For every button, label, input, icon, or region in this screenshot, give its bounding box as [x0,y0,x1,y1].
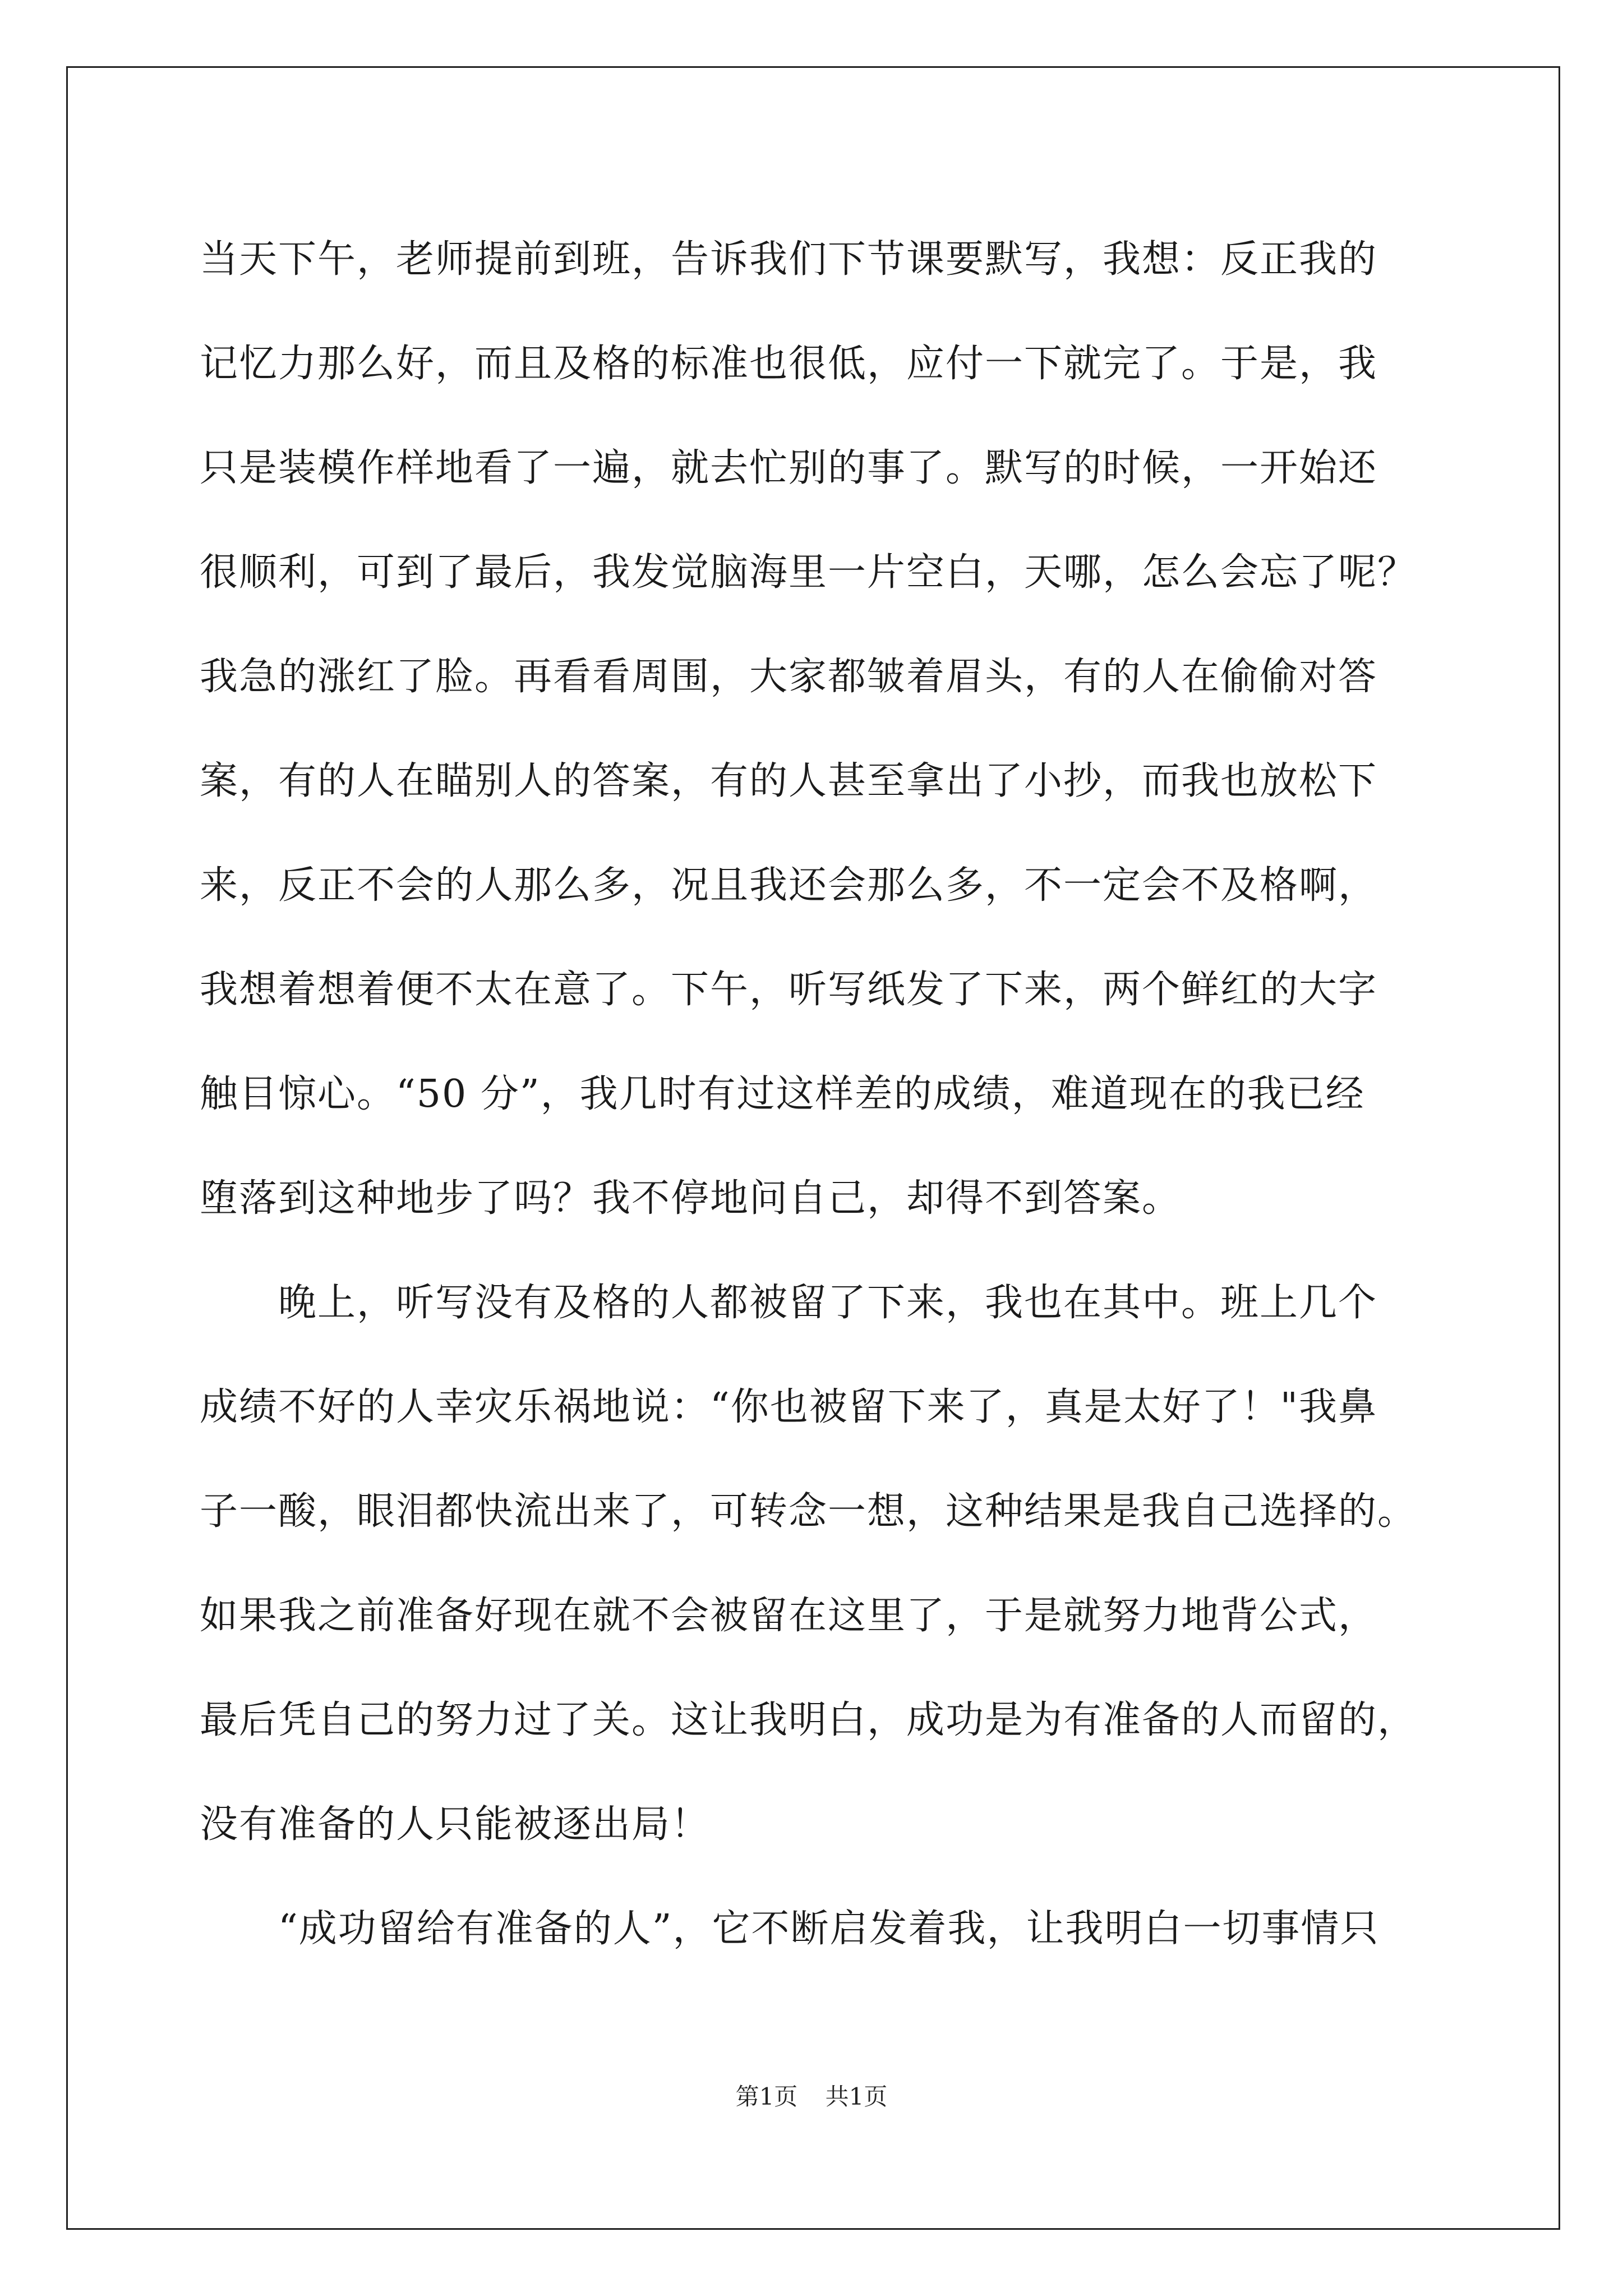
text-line: 子一酸，眼泪都快流出来了，可转念一想，这种结果是我自己选择的。 [200,1489,1417,1534]
text-line: 堕落到这种地步了吗？我不停地问自己，却得不到答案。 [200,1176,1182,1221]
text-line: 只是装模作样地看了一遍，就去忙别的事了。默写的时候，一开始还 [200,446,1378,490]
text-line: 案，有的人在瞄别人的答案，有的人甚至拿出了小抄，而我也放松下 [200,759,1378,803]
page-footer [0,2078,1623,2112]
page-total: 共1页 [825,2083,888,2110]
text-line: 来，反正不会的人那么多，况且我还会那么多，不一定会不及格啊， [200,863,1378,908]
text-line: “成功留给有准备的人”，它不断启发着我，让我明白一切事情只 [200,1907,1380,1951]
text-line: 触目惊心。“50 分”，我几时有过这样差的成绩，难道现在的我已经 [200,1072,1365,1116]
text-line: 当天下午，老师提前到班，告诉我们下节课要默写，我想：反正我的 [200,237,1378,282]
text-line: 最后凭自己的努力过了关。这让我明白，成功是为有准备的人而留的， [200,1698,1417,1742]
text-line: 很顺利，可到了最后，我发觉脑海里一片空白，天哪，怎么会忘了呢？ [200,550,1417,595]
page-number: 第1页 [735,2083,798,2110]
text-line: 我想着想着便不太在意了。下午，听写纸发了下来，两个鲜红的大字 [200,968,1378,1012]
document-body [200,208,1433,1981]
text-line: 没有准备的人只能被逐出局！ [200,1802,711,1847]
text-line: 晚上，听写没有及格的人都被留了下来，我也在其中。班上几个 [200,1281,1378,1325]
text-line: 我急的涨红了脸。再看看周围，大家都皱着眉头，有的人在偷偷对答 [200,655,1378,699]
text-line: 如果我之前准备好现在就不会被留在这里了，于是就努力地背公式， [200,1594,1378,1638]
text-line: 记忆力那么好，而且及格的标准也很低，应付一下就完了。于是，我 [200,342,1378,386]
text-line: 成绩不好的人幸灾乐祸地说：“你也被留下来了，真是太好了！"我鼻 [200,1385,1378,1429]
